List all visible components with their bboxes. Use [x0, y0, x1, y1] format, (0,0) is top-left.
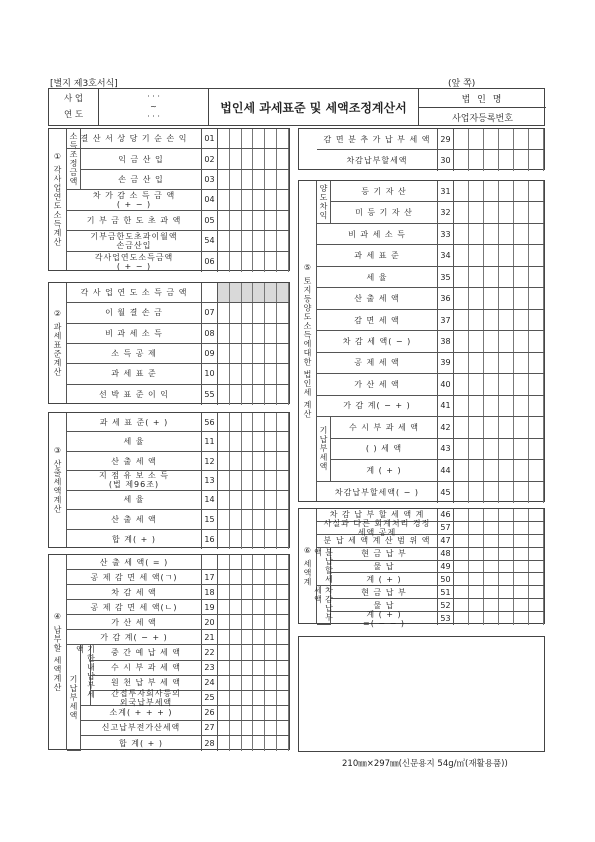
- row-label: 산 출 세 액: [111, 456, 157, 466]
- row-label: 합 계( + ): [111, 534, 157, 544]
- row-label: 공 제 세 액: [354, 358, 400, 368]
- row-label: 수 시 부 과 세 액: [348, 422, 420, 432]
- row-label: 물 납: [373, 600, 395, 610]
- right_rows-row-30: [317, 150, 544, 171]
- row-code: 45: [437, 482, 454, 503]
- row-label: 소 득 공 제: [111, 349, 157, 359]
- row-code: 24: [201, 676, 218, 690]
- row-label: 계 ( + ): [366, 574, 402, 584]
- row-code: 17: [201, 570, 218, 584]
- corp-name-label: 법 인 명: [419, 89, 546, 108]
- row-label: 산 출 세 액: [111, 514, 157, 524]
- amount-cells[interactable]: [454, 548, 544, 560]
- amount-cells[interactable]: [454, 612, 544, 625]
- amount-cells[interactable]: [454, 599, 544, 611]
- amount-cells[interactable]: [218, 491, 289, 509]
- amount-cells[interactable]: [454, 288, 544, 308]
- subsection-label: 소득조정금액: [67, 129, 81, 190]
- section-label: ⑥ 세액계: [299, 509, 317, 623]
- row-label: 가 산 세 액: [354, 379, 400, 389]
- subsection-label: 분납할세액: [317, 548, 331, 587]
- row-code: [201, 283, 218, 302]
- right_rows-row-45: [317, 482, 544, 503]
- row-label: 각사업연도소득금액 ( + − ): [94, 252, 174, 271]
- row-label: 가 감 계( − + ): [343, 401, 411, 411]
- left_rows-row-10: [67, 364, 289, 384]
- row-code: 12: [201, 452, 218, 470]
- amount-cells[interactable]: [454, 374, 544, 394]
- row-label: 소계( + + + ): [109, 708, 173, 718]
- row-label: 가 감 계( − + ): [100, 632, 168, 642]
- left_rows-row-21: [67, 630, 289, 645]
- amount-cells[interactable]: [218, 211, 289, 230]
- row-label: 간접투자회사등의 외국납부세액: [111, 688, 181, 707]
- amount-cells[interactable]: [454, 245, 544, 265]
- row-label: 익 금 산 입: [118, 154, 164, 164]
- amount-cells[interactable]: [218, 676, 289, 690]
- right_rows-row-34: [317, 245, 544, 266]
- row-label: 기부금한도초과이월액 손금산입: [90, 231, 178, 250]
- row-label: 비 과 세 소 득: [105, 328, 163, 338]
- section-label: ③ 산출세액계산: [49, 413, 67, 547]
- amount-cells[interactable]: [454, 561, 544, 573]
- row-code: 21: [201, 630, 218, 644]
- row-label: 선 박 표 준 이 익: [98, 390, 170, 400]
- row-code: 48: [437, 548, 454, 560]
- row-code: 16: [201, 530, 218, 549]
- remarks-box[interactable]: [298, 636, 545, 752]
- amount-cells[interactable]: [218, 129, 289, 148]
- left_rows-row-23: [91, 661, 289, 676]
- row-code: 02: [201, 149, 218, 168]
- row-label: 과 세 표 준: [354, 251, 400, 261]
- row-code: 49: [437, 561, 454, 573]
- left_rows-row-18: [67, 585, 289, 600]
- left_rows-row-22: [91, 645, 289, 660]
- amount-cells[interactable]: [218, 555, 289, 569]
- amount-cells[interactable]: [454, 573, 544, 585]
- subsection-label: 차감납부세액: [317, 586, 331, 625]
- row-code: 07: [201, 303, 218, 322]
- amount-cells[interactable]: [218, 510, 289, 528]
- amount-cells[interactable]: [218, 170, 289, 189]
- left_rows-row-05: [67, 211, 289, 231]
- row-label: 비 과 세 소 득: [348, 229, 406, 239]
- row-code: 14: [201, 491, 218, 509]
- row-label: 과 세 표 준: [111, 369, 157, 379]
- amount-cells[interactable]: [454, 535, 544, 547]
- row-code: 03: [201, 170, 218, 189]
- row-label: 세 율: [123, 495, 145, 505]
- amount-cells[interactable]: [454, 181, 544, 201]
- left_rows-row-54: [67, 231, 289, 251]
- amount-cells[interactable]: [454, 396, 544, 416]
- row-label: 손 금 산 입: [118, 175, 164, 185]
- amount-cells[interactable]: [218, 413, 289, 431]
- form-number: [별지 제3호서식]: [50, 79, 118, 89]
- form-block: [48, 282, 290, 404]
- row-label: 세 율: [123, 437, 145, 447]
- form-block: [48, 128, 290, 271]
- form-block: [298, 508, 545, 628]
- row-code: 32: [437, 202, 454, 222]
- header-box: [48, 88, 545, 126]
- amount-cells[interactable]: [454, 310, 544, 330]
- row-label: 지 점 유 보 소 득 (법 제96조): [98, 471, 170, 490]
- left_rows-row-09: [67, 344, 289, 364]
- amount-cells[interactable]: [218, 385, 289, 405]
- row-code: 22: [201, 645, 218, 659]
- left_rows-row-27: [81, 721, 289, 736]
- left_rows-row-12: [67, 452, 289, 471]
- row-label: 산 출 세 액( = ): [99, 557, 169, 567]
- right_rows-row-43: [331, 439, 544, 460]
- row-label: 차감납부할세액( − ): [334, 487, 420, 497]
- row-code: 57: [437, 522, 454, 534]
- amount-cells[interactable]: [454, 353, 544, 373]
- right_rows-row-51: [331, 586, 544, 599]
- row-code: 18: [201, 585, 218, 599]
- amount-cells[interactable]: [454, 202, 544, 222]
- row-label: 수 시 부 과 세 액: [110, 663, 182, 673]
- row-code: 23: [201, 661, 218, 675]
- amount-cells[interactable]: [218, 600, 289, 614]
- right_rows-row-44: [331, 460, 544, 481]
- left_rows-row-17: [67, 570, 289, 585]
- right_rows-row-38: [317, 331, 544, 352]
- section-label: ④ 납부할 세액계산: [49, 555, 67, 749]
- row-code: 50: [437, 573, 454, 585]
- amount-cells[interactable]: [454, 224, 544, 244]
- row-code: 54: [201, 231, 218, 250]
- form-block: [298, 180, 545, 502]
- period-to: · · ·: [147, 112, 160, 121]
- amount-cells[interactable]: [218, 283, 289, 302]
- row-label: 이 월 결 손 금: [105, 308, 163, 318]
- amount-cells[interactable]: [454, 509, 544, 521]
- row-code: 27: [201, 721, 218, 735]
- row-code: 28: [201, 736, 218, 751]
- left_rows-row-28: [81, 736, 289, 751]
- row-code: 42: [437, 417, 454, 437]
- row-label: 원 천 납 부 세 액: [110, 678, 182, 688]
- amount-cells[interactable]: [218, 530, 289, 549]
- amount-cells[interactable]: [454, 586, 544, 598]
- amount-cells[interactable]: [454, 150, 544, 171]
- left_rows-row-14: [67, 491, 289, 510]
- row-label: 세 율: [366, 272, 388, 282]
- row-label: 신고납부전가산세액: [101, 723, 181, 733]
- right_rows-row-31: [331, 181, 544, 202]
- right_rows-row-33: [317, 224, 544, 245]
- right_rows-row-42: [331, 417, 544, 438]
- row-label: 감 면 세 액: [354, 315, 400, 325]
- left_rows-row-blank: [67, 555, 289, 570]
- row-code: 55: [201, 385, 218, 405]
- amount-cells[interactable]: [218, 190, 289, 209]
- amount-cells[interactable]: [218, 149, 289, 168]
- amount-cells[interactable]: [218, 432, 289, 450]
- row-label: 현 금 납 부: [361, 587, 407, 597]
- biz-no-label: 사업자등록번호: [452, 113, 513, 124]
- left_rows-row-04: [67, 190, 289, 210]
- row-code: 34: [437, 245, 454, 265]
- left_rows-row-blank: [67, 283, 289, 303]
- left_rows-row-20: [67, 615, 289, 630]
- row-label: 결 산 서 상 당 기 순 손 익: [80, 134, 188, 144]
- period-range: [99, 89, 209, 125]
- right_rows-row-48: [331, 548, 544, 561]
- amount-cells[interactable]: [218, 585, 289, 599]
- row-label: 각 사 업 연 도 소 득 금 액: [80, 288, 188, 298]
- right_rows-row-37: [317, 310, 544, 331]
- amount-cells[interactable]: [454, 129, 544, 149]
- row-code: 20: [201, 615, 218, 629]
- row-code: 13: [201, 471, 218, 489]
- row-code: 05: [201, 211, 218, 230]
- amount-cells[interactable]: [218, 691, 289, 705]
- row-label: 미 등 기 자 산: [355, 208, 413, 218]
- row-label: ( ) 세 액: [365, 444, 403, 454]
- row-code: 09: [201, 344, 218, 363]
- amount-cells[interactable]: [218, 721, 289, 735]
- row-code: 40: [437, 374, 454, 394]
- amount-cells[interactable]: [218, 324, 289, 343]
- subsection-label: 기납부세액: [67, 645, 81, 751]
- row-code: 26: [201, 706, 218, 720]
- row-label: 물 납: [373, 561, 395, 571]
- amount-cells[interactable]: [218, 231, 289, 250]
- amount-cells[interactable]: [454, 439, 544, 459]
- row-label: 차 감 납 부 할 세 액 계: [329, 510, 425, 520]
- left_rows-row-07: [67, 303, 289, 323]
- amount-cells[interactable]: [218, 661, 289, 675]
- row-code: 08: [201, 324, 218, 343]
- section-label: ② 과세표준계산: [49, 283, 67, 403]
- left_rows-row-06: [67, 252, 289, 272]
- right_rows-row-39: [317, 353, 544, 374]
- left_rows-row-25: [91, 688, 289, 707]
- row-code: 31: [437, 181, 454, 201]
- amount-cells[interactable]: [454, 267, 544, 287]
- left_rows-row-16: [67, 530, 289, 549]
- amount-cells[interactable]: [218, 736, 289, 751]
- left_rows-row-02: [81, 149, 289, 169]
- row-label: 차 감 세 액: [111, 587, 157, 597]
- left_rows-row-55: [67, 385, 289, 405]
- section-label: ⑤ 토지등양도소득에대한 법인세 계산: [299, 181, 317, 501]
- footer-note: 210㎜×297㎜(신문용지 54g/㎡(재활용품)): [342, 759, 508, 769]
- amount-cells[interactable]: [454, 482, 544, 503]
- row-label: 차 가 감 소 득 금 액 ( + − ): [92, 190, 176, 209]
- right_rows-row-40: [317, 374, 544, 395]
- left_rows-row-01: [67, 129, 289, 149]
- left_rows-row-26: [81, 706, 289, 721]
- row-code: 51: [437, 586, 454, 598]
- row-code: 47: [437, 535, 454, 547]
- left_rows-row-15: [67, 510, 289, 529]
- form-block: [298, 128, 545, 170]
- right_rows-row-50: [331, 573, 544, 586]
- amount-cells[interactable]: [218, 252, 289, 272]
- row-code: 15: [201, 510, 218, 528]
- form-block: [48, 554, 290, 750]
- period-label: 사 업 연 도: [49, 89, 99, 125]
- amount-cells[interactable]: [218, 706, 289, 720]
- row-code: 33: [437, 224, 454, 244]
- form-block: [48, 412, 290, 548]
- amount-cells[interactable]: [454, 460, 544, 480]
- row-code: 52: [437, 599, 454, 611]
- row-label: 합 계( + ): [118, 738, 164, 748]
- amount-cells[interactable]: [218, 630, 289, 644]
- row-label: 사실과 다른 회계처리 경정 세액 공제: [323, 518, 431, 537]
- left_rows-row-03: [81, 170, 289, 190]
- amount-cells[interactable]: [218, 570, 289, 584]
- row-code: 11: [201, 432, 218, 450]
- row-label: 분 납 세 액 계 산 범 위 액: [323, 536, 431, 546]
- row-code: 46: [437, 509, 454, 521]
- left_rows-row-56: [67, 413, 289, 432]
- row-code: 43: [437, 439, 454, 459]
- form-title: 법인세 과세표준 및 세액조정계산서: [209, 89, 419, 125]
- row-code: 53: [437, 612, 454, 625]
- row-code: [201, 555, 218, 569]
- amount-cells[interactable]: [218, 615, 289, 629]
- row-label: 공 제 감 면 세 액(ㄴ): [90, 602, 178, 612]
- row-code: 35: [437, 267, 454, 287]
- right_rows-row-41: [317, 396, 544, 417]
- amount-cells[interactable]: [454, 417, 544, 437]
- row-code: 01: [201, 129, 218, 148]
- left_rows-row-13: [67, 471, 289, 490]
- left_rows-row-19: [67, 600, 289, 615]
- row-code: 10: [201, 364, 218, 383]
- row-code: 04: [201, 190, 218, 209]
- row-label: 과 세 표 준( + ): [99, 417, 169, 427]
- amount-cells[interactable]: [218, 645, 289, 659]
- left-column: [48, 128, 290, 754]
- row-code: 38: [437, 331, 454, 351]
- row-label: 차감납부할세액: [346, 156, 408, 165]
- right_rows-row-36: [317, 288, 544, 309]
- row-code: 06: [201, 252, 218, 272]
- period-from: · · ·: [147, 92, 160, 101]
- left_rows-row-11: [67, 432, 289, 451]
- row-code: 36: [437, 288, 454, 308]
- row-code: 37: [437, 310, 454, 330]
- amount-cells[interactable]: [218, 303, 289, 322]
- row-label: 현 금 납 부: [361, 549, 407, 559]
- row-label: 가 산 세 액: [111, 617, 157, 627]
- row-label: 중 간 예 납 세 액: [110, 647, 182, 657]
- right_rows-row-35: [317, 267, 544, 288]
- amount-cells[interactable]: [218, 471, 289, 489]
- subsection-label: 기한내납부세액: [81, 645, 91, 705]
- row-code: 30: [437, 150, 454, 171]
- row-label: 계 ( + ): [366, 465, 402, 475]
- row-code: 39: [437, 353, 454, 373]
- row-code: 29: [437, 129, 454, 149]
- row-label: 기 부 금 한 도 초 과 액: [86, 215, 182, 225]
- right_rows-row-53: [331, 609, 544, 628]
- amount-cells[interactable]: [454, 522, 544, 534]
- row-label: 공 제 감 면 세 액(ㄱ): [90, 572, 178, 582]
- amount-cells[interactable]: [218, 344, 289, 363]
- row-code: 25: [201, 691, 218, 705]
- right_rows-row-47: [317, 535, 544, 548]
- right-column: [298, 128, 545, 754]
- row-label: 등 기 자 산: [361, 186, 407, 196]
- right_rows-row-29: [317, 129, 544, 150]
- right_rows-row-49: [331, 561, 544, 574]
- row-code: 19: [201, 600, 218, 614]
- amount-cells[interactable]: [454, 331, 544, 351]
- subsection-label: 기납부세액: [317, 417, 331, 481]
- amount-cells[interactable]: [218, 364, 289, 383]
- row-code: 44: [437, 460, 454, 480]
- right_rows-row-32: [331, 202, 544, 223]
- section-label: ① 각사업연도소득계산: [49, 129, 67, 270]
- row-label: 계 ( + ) =( − − ): [363, 609, 405, 628]
- row-label: 감 면 분 추 가 납 부 세 액: [323, 134, 431, 144]
- row-label: 산 출 세 액: [354, 294, 400, 304]
- amount-cells[interactable]: [218, 452, 289, 470]
- subsection-label: 양도차익: [317, 181, 331, 224]
- right_rows-row-57: [317, 518, 544, 537]
- left_rows-row-08: [67, 324, 289, 344]
- period-sep: ~: [150, 102, 157, 111]
- row-code: 56: [201, 413, 218, 431]
- page-side: (앞 쪽): [448, 79, 476, 89]
- row-label: 차 감 세 액( − ): [342, 336, 412, 346]
- row-code: 41: [437, 396, 454, 416]
